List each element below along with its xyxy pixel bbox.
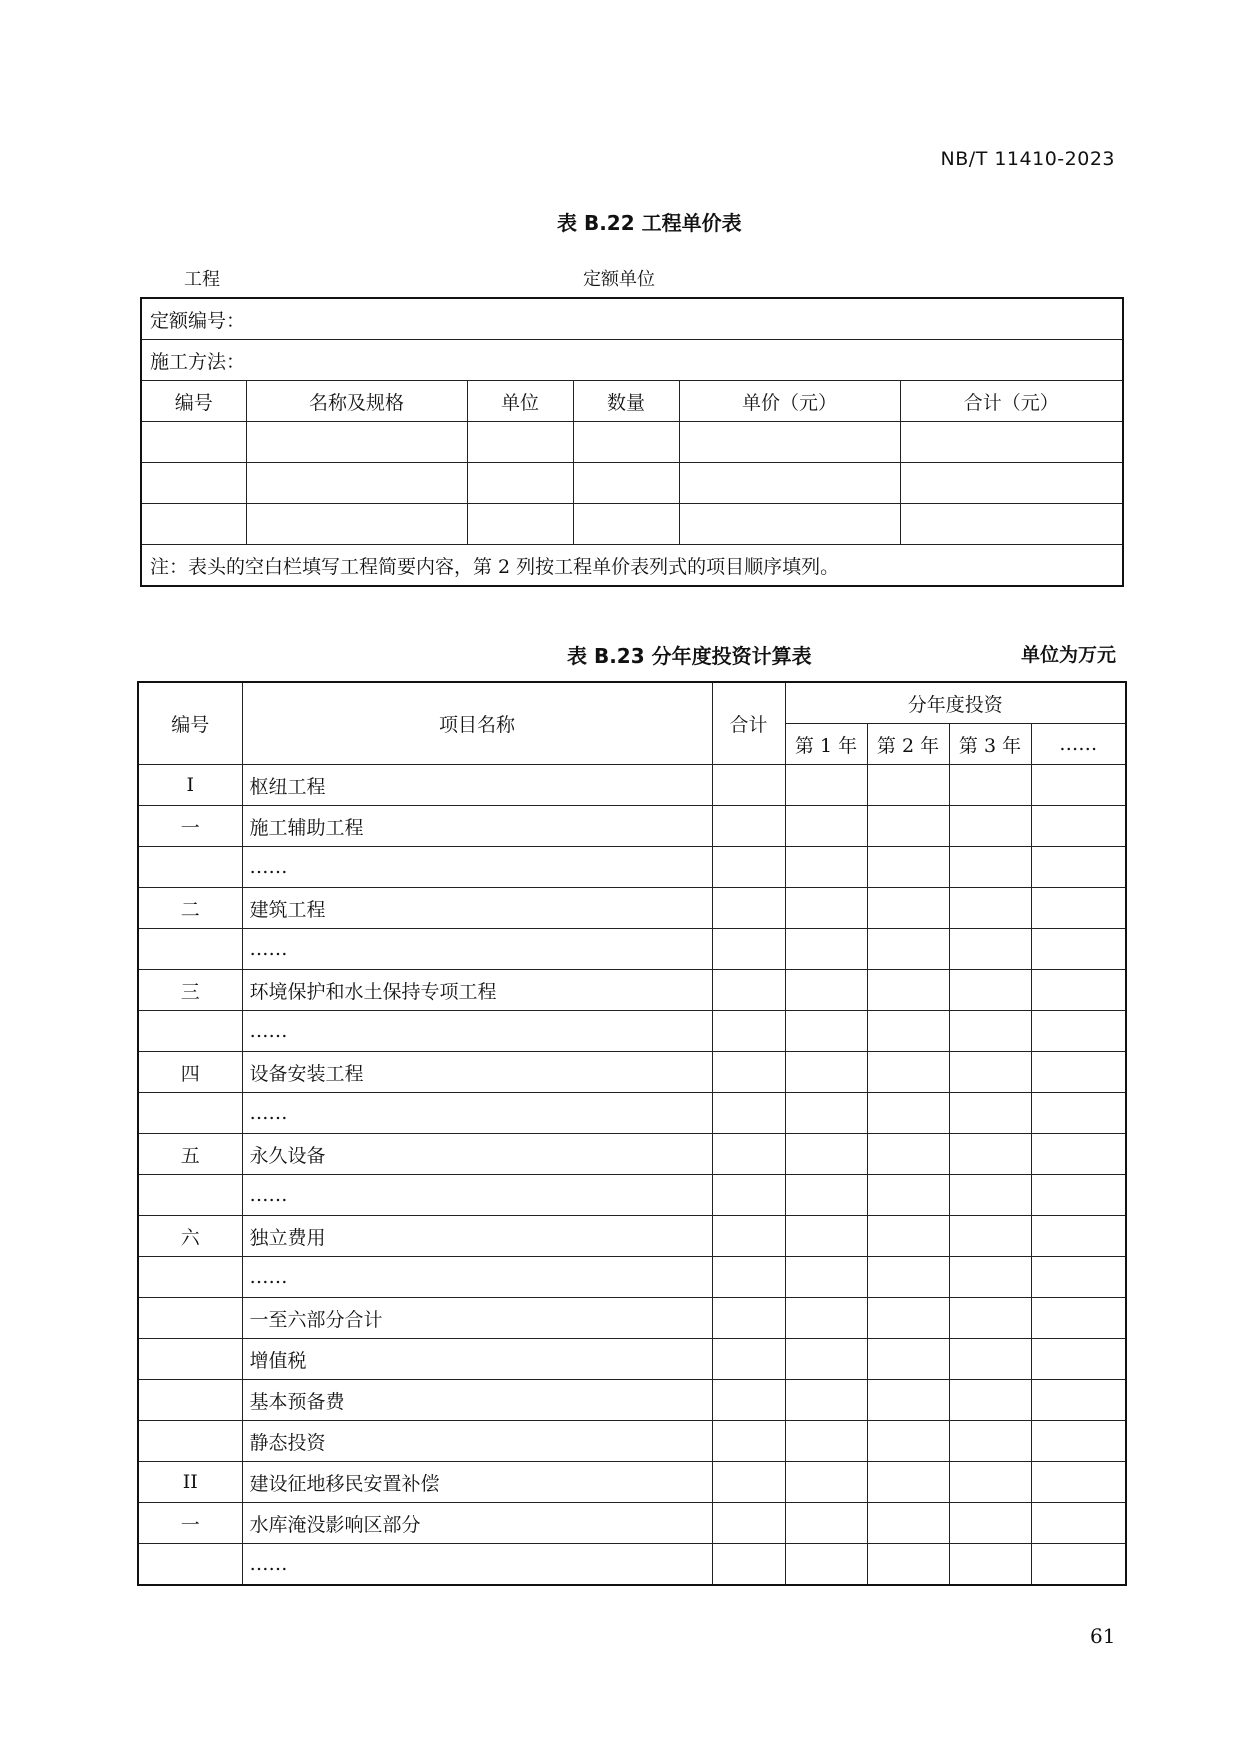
empty-cell <box>712 888 785 929</box>
empty-cell <box>785 1298 867 1339</box>
row-number <box>138 1380 242 1421</box>
col-header-total: 合计（元） <box>900 381 1123 422</box>
empty-cell <box>785 1011 867 1052</box>
table-row <box>141 422 1123 463</box>
table-b22-note: 注：表头的空白栏填写工程简要内容，第 2 列按工程单价表列式的项目顺序填列。 <box>141 545 1123 587</box>
row-item-name: 施工辅助工程 <box>242 806 712 847</box>
col-header-quantity: 数量 <box>573 381 679 422</box>
empty-cell <box>785 1216 867 1257</box>
empty-cell <box>1031 1462 1126 1503</box>
empty-cell <box>712 1052 785 1093</box>
empty-cell <box>949 1339 1031 1380</box>
col-header-item-name: 项目名称 <box>242 682 712 765</box>
empty-cell <box>712 1093 785 1134</box>
table-row <box>138 1544 1126 1586</box>
row-item-name: 建设征地移民安置补偿 <box>242 1462 712 1503</box>
table-row <box>141 504 1123 545</box>
empty-cell <box>785 888 867 929</box>
empty-cell <box>712 929 785 970</box>
unit-note: 单位为万元 <box>1020 644 1116 666</box>
table-row <box>138 1421 1126 1462</box>
row-number: 二 <box>138 888 242 929</box>
table-row <box>138 1175 1126 1216</box>
annual-investment-table <box>137 681 1127 1586</box>
empty-cell <box>1031 806 1126 847</box>
empty-cell <box>785 765 867 806</box>
row-number: 五 <box>138 1134 242 1175</box>
empty-cell <box>867 1503 949 1544</box>
empty-cell <box>949 1421 1031 1462</box>
quota-unit-label: 定额单位 <box>583 269 655 290</box>
empty-cell <box>1031 1175 1126 1216</box>
empty-cell <box>949 1298 1031 1339</box>
table-row <box>138 1093 1126 1134</box>
unit-price-table <box>140 297 1124 587</box>
empty-cell <box>949 1216 1031 1257</box>
empty-cell <box>1031 1257 1126 1298</box>
row-item-name: …… <box>242 847 712 888</box>
row-number <box>138 1339 242 1380</box>
construction-method-row: 施工方法： <box>141 340 1123 381</box>
table-row <box>138 1462 1126 1503</box>
table-row <box>138 1339 1126 1380</box>
empty-cell <box>949 847 1031 888</box>
empty-cell <box>949 888 1031 929</box>
empty-cell <box>712 1503 785 1544</box>
empty-cell <box>867 1093 949 1134</box>
empty-cell <box>867 970 949 1011</box>
empty-cell <box>1031 970 1126 1011</box>
col-header-unit-price: 单价（元） <box>679 381 900 422</box>
col-header-unit: 单位 <box>467 381 573 422</box>
row-number <box>138 1093 242 1134</box>
empty-cell <box>867 1462 949 1503</box>
empty-cell <box>712 1544 785 1586</box>
row-item-name: 环境保护和水土保持专项工程 <box>242 970 712 1011</box>
empty-cell <box>1031 1216 1126 1257</box>
empty-cell <box>867 1257 949 1298</box>
empty-cell <box>712 1134 785 1175</box>
empty-cell <box>785 1421 867 1462</box>
table-b22-title: 表 B.22 工程单价表 <box>557 211 742 235</box>
empty-cell <box>712 1462 785 1503</box>
empty-cell <box>712 1421 785 1462</box>
empty-cell <box>785 1134 867 1175</box>
page-number: 61 <box>1090 1624 1116 1648</box>
table-b23-header-row <box>138 682 1126 724</box>
row-item-name: 水库淹没影响区部分 <box>242 1503 712 1544</box>
table-row <box>138 1011 1126 1052</box>
col-header-more-years: …… <box>1031 724 1126 765</box>
row-item-name: 建筑工程 <box>242 888 712 929</box>
col-header-year-3: 第 3 年 <box>949 724 1031 765</box>
row-number <box>138 1257 242 1298</box>
row-number <box>138 847 242 888</box>
empty-cell <box>867 847 949 888</box>
row-item-name: 枢纽工程 <box>242 765 712 806</box>
empty-cell <box>1031 1052 1126 1093</box>
empty-cell <box>949 970 1031 1011</box>
row-item-name: …… <box>242 1011 712 1052</box>
row-item-name: 永久设备 <box>242 1134 712 1175</box>
empty-cell <box>712 765 785 806</box>
table-row <box>138 929 1126 970</box>
empty-cell <box>867 1175 949 1216</box>
col-header-annual-investment: 分年度投资 <box>785 682 1126 724</box>
empty-cell <box>785 1462 867 1503</box>
empty-cell <box>949 1011 1031 1052</box>
empty-cell <box>949 929 1031 970</box>
empty-cell <box>949 1380 1031 1421</box>
col-header-year-1: 第 1 年 <box>785 724 867 765</box>
empty-cell <box>867 1544 949 1586</box>
row-item-name: 一至六部分合计 <box>242 1298 712 1339</box>
row-item-name: …… <box>242 929 712 970</box>
col-header-no: 编号 <box>138 682 242 765</box>
table-b22-header-row <box>141 381 1123 422</box>
row-number: 一 <box>138 806 242 847</box>
row-item-name: 静态投资 <box>242 1421 712 1462</box>
empty-cell <box>867 765 949 806</box>
empty-cell <box>867 1421 949 1462</box>
empty-cell <box>867 888 949 929</box>
empty-cell <box>949 1544 1031 1586</box>
row-number: 四 <box>138 1052 242 1093</box>
row-item-name: …… <box>242 1093 712 1134</box>
empty-cell <box>1031 1339 1126 1380</box>
table-row <box>138 1134 1126 1175</box>
empty-cell <box>867 1216 949 1257</box>
empty-cell <box>949 1134 1031 1175</box>
empty-cell <box>712 847 785 888</box>
empty-cell <box>949 1503 1031 1544</box>
empty-cell <box>785 970 867 1011</box>
empty-cell <box>712 1339 785 1380</box>
empty-cell <box>867 1011 949 1052</box>
row-item-name: …… <box>242 1544 712 1586</box>
col-header-no: 编号 <box>141 381 246 422</box>
table-row <box>138 1380 1126 1421</box>
row-number <box>138 1544 242 1586</box>
empty-cell <box>949 1052 1031 1093</box>
empty-cell <box>1031 1544 1126 1586</box>
empty-cell <box>1031 1380 1126 1421</box>
empty-cell <box>867 1380 949 1421</box>
empty-cell <box>712 1011 785 1052</box>
empty-cell <box>867 929 949 970</box>
table-b23-title: 表 B.23 分年度投资计算表 <box>567 644 812 668</box>
row-number: 一 <box>138 1503 242 1544</box>
table-row <box>138 1298 1126 1339</box>
empty-cell <box>1031 1298 1126 1339</box>
quota-number-row: 定额编号： <box>141 298 1123 340</box>
empty-cell <box>1031 847 1126 888</box>
table-row <box>138 970 1126 1011</box>
empty-cell <box>949 806 1031 847</box>
row-number: I <box>138 765 242 806</box>
row-number <box>138 1011 242 1052</box>
empty-cell <box>785 1380 867 1421</box>
col-header-name-spec: 名称及规格 <box>246 381 467 422</box>
row-number <box>138 1175 242 1216</box>
row-item-name: 基本预备费 <box>242 1380 712 1421</box>
table-row <box>138 1052 1126 1093</box>
table-row <box>138 765 1126 806</box>
table-row <box>138 888 1126 929</box>
row-item-name: 设备安装工程 <box>242 1052 712 1093</box>
empty-cell <box>949 765 1031 806</box>
empty-cell <box>712 806 785 847</box>
empty-cell <box>712 1175 785 1216</box>
empty-cell <box>785 847 867 888</box>
empty-cell <box>1031 1011 1126 1052</box>
empty-cell <box>867 1052 949 1093</box>
empty-cell <box>712 1298 785 1339</box>
row-number <box>138 929 242 970</box>
empty-cell <box>949 1093 1031 1134</box>
empty-cell <box>712 970 785 1011</box>
empty-cell <box>785 929 867 970</box>
document-id: NB/T 11410-2023 <box>940 148 1115 170</box>
empty-cell <box>1031 1421 1126 1462</box>
row-number <box>138 1298 242 1339</box>
table-row <box>138 806 1126 847</box>
table-row <box>138 1257 1126 1298</box>
row-item-name: …… <box>242 1257 712 1298</box>
empty-cell <box>785 1093 867 1134</box>
row-item-name: 独立费用 <box>242 1216 712 1257</box>
col-header-total: 合计 <box>712 682 785 765</box>
table-row <box>138 847 1126 888</box>
empty-cell <box>785 1339 867 1380</box>
empty-cell <box>712 1257 785 1298</box>
empty-cell <box>785 1257 867 1298</box>
row-number: II <box>138 1462 242 1503</box>
project-label: 工程 <box>184 269 220 290</box>
empty-cell <box>867 1298 949 1339</box>
empty-cell <box>949 1175 1031 1216</box>
empty-cell <box>712 1216 785 1257</box>
empty-cell <box>785 806 867 847</box>
table-row <box>138 1216 1126 1257</box>
empty-cell <box>1031 929 1126 970</box>
empty-cell <box>867 806 949 847</box>
empty-cell <box>785 1052 867 1093</box>
row-item-name: …… <box>242 1175 712 1216</box>
col-header-year-2: 第 2 年 <box>867 724 949 765</box>
table-row <box>141 463 1123 504</box>
empty-cell <box>1031 1134 1126 1175</box>
empty-cell <box>785 1544 867 1586</box>
empty-cell <box>785 1175 867 1216</box>
row-number: 六 <box>138 1216 242 1257</box>
empty-cell <box>1031 765 1126 806</box>
empty-cell <box>1031 1503 1126 1544</box>
row-number <box>138 1421 242 1462</box>
empty-cell <box>1031 888 1126 929</box>
row-number: 三 <box>138 970 242 1011</box>
empty-cell <box>1031 1093 1126 1134</box>
row-item-name: 增值税 <box>242 1339 712 1380</box>
empty-cell <box>785 1503 867 1544</box>
empty-cell <box>949 1257 1031 1298</box>
empty-cell <box>867 1134 949 1175</box>
empty-cell <box>867 1339 949 1380</box>
empty-cell <box>949 1462 1031 1503</box>
empty-cell <box>712 1380 785 1421</box>
table-row <box>138 1503 1126 1544</box>
